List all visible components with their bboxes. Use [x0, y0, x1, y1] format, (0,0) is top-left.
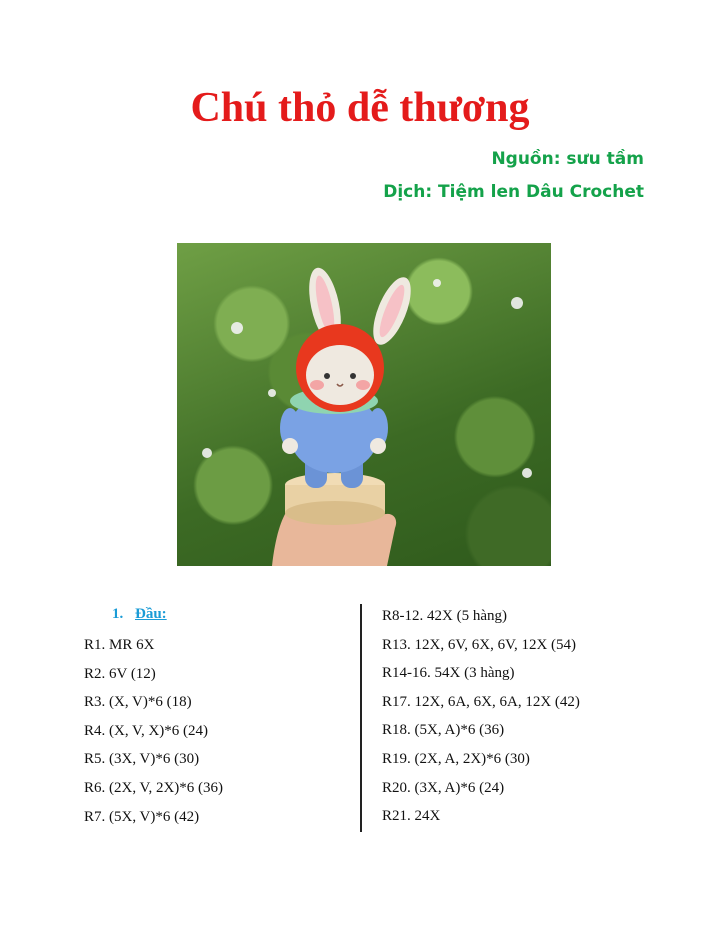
section-name: Đầu:	[135, 606, 167, 622]
pattern-row: R6. (2X, V, 2X)*6 (36)	[84, 779, 224, 796]
pattern-row: R1. MR 6X	[84, 637, 155, 653]
pattern-row: R7. (5X, V)*6 (42)	[84, 808, 200, 825]
bunny-photo	[177, 243, 551, 566]
pattern-row: R18. (5X, A)*6 (36)	[382, 722, 505, 739]
pattern-row: R21. 24X	[382, 808, 441, 825]
pattern-row: R2. 6V (12)	[84, 665, 156, 682]
pattern-row: R13. 12X, 6V, 6X, 6V, 12X (54)	[382, 636, 577, 653]
translator-credit: Dịch: Tiệm len Dâu Crochet	[383, 182, 644, 202]
pattern-row: R14-16. 54X (3 hàng)	[382, 665, 515, 682]
pattern-row: R3. (X, V)*6 (18)	[84, 694, 192, 711]
source-credit: Nguồn: sưu tầm	[491, 149, 644, 169]
section-heading-head	[112, 606, 167, 623]
pattern-row: R5. (3X, V)*6 (30)	[84, 751, 200, 768]
column-divider	[360, 604, 362, 832]
pattern-row: R4. (X, V, X)*6 (24)	[84, 722, 209, 739]
crochet-bunny-illustration	[177, 243, 551, 566]
pattern-row: R20. (3X, A)*6 (24)	[382, 779, 505, 796]
pattern-row: R8-12. 42X (5 hàng)	[382, 608, 507, 624]
pattern-column-right	[382, 606, 580, 835]
pattern-column-left	[84, 635, 223, 835]
section-number: 1.	[112, 606, 124, 622]
pattern-row: R19. (2X, A, 2X)*6 (30)	[382, 750, 530, 767]
pattern-row: R17. 12X, 6A, 6X, 6A, 12X (42)	[382, 693, 580, 710]
page-title: Chú thỏ dễ thương	[190, 85, 530, 131]
